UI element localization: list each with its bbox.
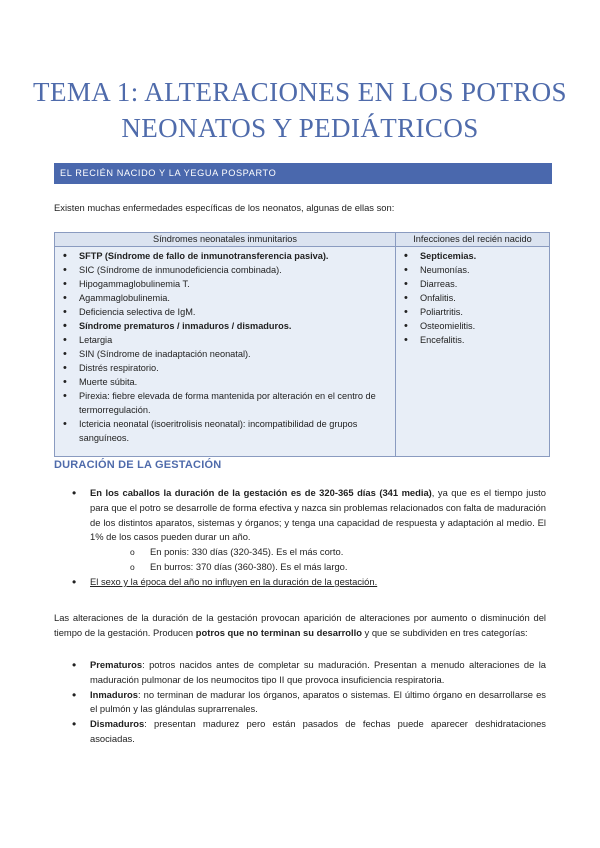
syndrome-item: • Síndrome prematuros / inmaduros / dismaduros.	[55, 319, 395, 333]
alteracion-item	[54, 658, 546, 688]
infection-item: • Onfalitis.	[396, 291, 549, 305]
syndrome-item: • Deficiencia selectiva de IgM.	[55, 305, 395, 319]
alteracion-term: Prematuros	[90, 659, 143, 670]
alteracion-item	[54, 717, 546, 747]
syndrome-item: • Letargia	[55, 333, 395, 347]
syndrome-item: • SFTP (Síndrome de fallo de inmunotransferencia pasiva).	[55, 249, 395, 263]
syndrome-item: • SIC (Síndrome de inmunodeficiencia combinada).	[55, 263, 395, 277]
infection-item: • Diarreas.	[396, 277, 549, 291]
title-line-2: NEONATOS Y PEDIÁTRICOS	[121, 113, 479, 143]
gestation-heading: DURACIÓN DE LA GESTACIÓN	[54, 459, 222, 471]
infections-list	[396, 249, 549, 347]
alteraciones-text-a: Las alteraciones de la duración de la gestación provocan aparición de alteraciones por aumento o disminución del tiempo de la gestación. Producen	[54, 612, 546, 638]
alteraciones-paragraph	[54, 611, 546, 641]
alteracion-term: Dismaduros	[90, 718, 145, 730]
alteraciones-list	[54, 658, 546, 747]
alteraciones-text-bold: potros que no terminan su desarrollo	[195, 626, 362, 638]
infection-item: • Poliartritis.	[396, 305, 549, 319]
gestation-sub-burros: o En burros: 370 días (360-380). Es el más largo.	[90, 560, 546, 575]
syndrome-item: • Pirexia: fiebre elevada de forma mantenida por alteración en el centro de termorregulación.	[55, 389, 395, 417]
table-header-infections: Infecciones del recién nacido	[396, 233, 550, 247]
gestation-bullet-1	[54, 486, 546, 575]
intro-text: Existen muchas enfermedades específicas de los neonatos, algunas de ellas son:	[54, 202, 395, 213]
syndrome-item: • Muerte súbita.	[55, 375, 395, 389]
gestation-sub-ponis: o En ponis: 330 días (320-345). Es el más corto.	[90, 545, 546, 560]
alteracion-description: : presentan madurez pero están pasados de fechas puede aparecer deshidrataciones asociadas.	[90, 718, 546, 744]
alteracion-description: : potros nacidos antes de completar su maduración. Presentan a menudo alteraciones de la maduración pulmonar de los neumocitos tipo II que provoca insuficiencia respiratoria.	[90, 659, 546, 685]
syndrome-item: • SIN (Síndrome de inadaptación neonatal).	[55, 347, 395, 361]
table-header-syndromes: Síndromes neonatales inmunitarios	[55, 233, 396, 247]
infections-cell	[396, 247, 550, 457]
infection-item: • Neumonías.	[396, 263, 549, 277]
syndrome-item: • Hipogammaglobulinemia T.	[55, 277, 395, 291]
syndromes-cell	[55, 247, 396, 457]
infection-item: • Osteomielitis.	[396, 319, 549, 333]
syndrome-item: • Ictericia neonatal (isoeritrolisis neonatal): incompatibilidad de grupos sanguíneos.	[55, 417, 395, 445]
alteracion-description: : no terminan de madurar los órganos, aparatos o sistemas. El último órgano en desarrollarse es el pulmón y las glándulas suprarrenales.	[90, 688, 546, 715]
syndromes-list	[55, 249, 395, 445]
alteracion-term: Inmaduros	[90, 688, 138, 700]
alteracion-item	[54, 688, 546, 718]
infection-item: • Septicemias.	[396, 249, 549, 263]
gestation-bullet-2: • El sexo y la época del año no influyen en la duración de la gestación.	[54, 575, 546, 590]
disease-table	[54, 232, 550, 457]
title-line-1: TEMA 1: ALTERACIONES EN LOS POTROS	[33, 77, 567, 107]
gestation-bullet-1-bold: En los caballos la duración de la gestación es de 320-365 días (341 media)	[90, 487, 432, 498]
syndrome-item: • Agammaglobulinemia.	[55, 291, 395, 305]
gestation-section	[54, 486, 546, 590]
alteraciones-text-b: y que se subdividen en tres categorías:	[361, 626, 528, 638]
infection-item: • Encefalitis.	[396, 333, 549, 347]
page-title	[0, 74, 600, 146]
gestation-bullet-1-text: , ya que es el tiempo justo para que el potro se desarrolle de forma efectiva y nazca sin problemas relacionados con falta de maduración de los distintos aparatos, sistemas y órganos; y tenga una capacidad de respuesta y adaptación al medio. El 1% de los casos pueden durar un año.	[90, 487, 546, 543]
section-heading-bar: EL RECIÉN NACIDO Y LA YEGUA POSPARTO	[54, 163, 552, 184]
syndrome-item: • Distrés respiratorio.	[55, 361, 395, 375]
